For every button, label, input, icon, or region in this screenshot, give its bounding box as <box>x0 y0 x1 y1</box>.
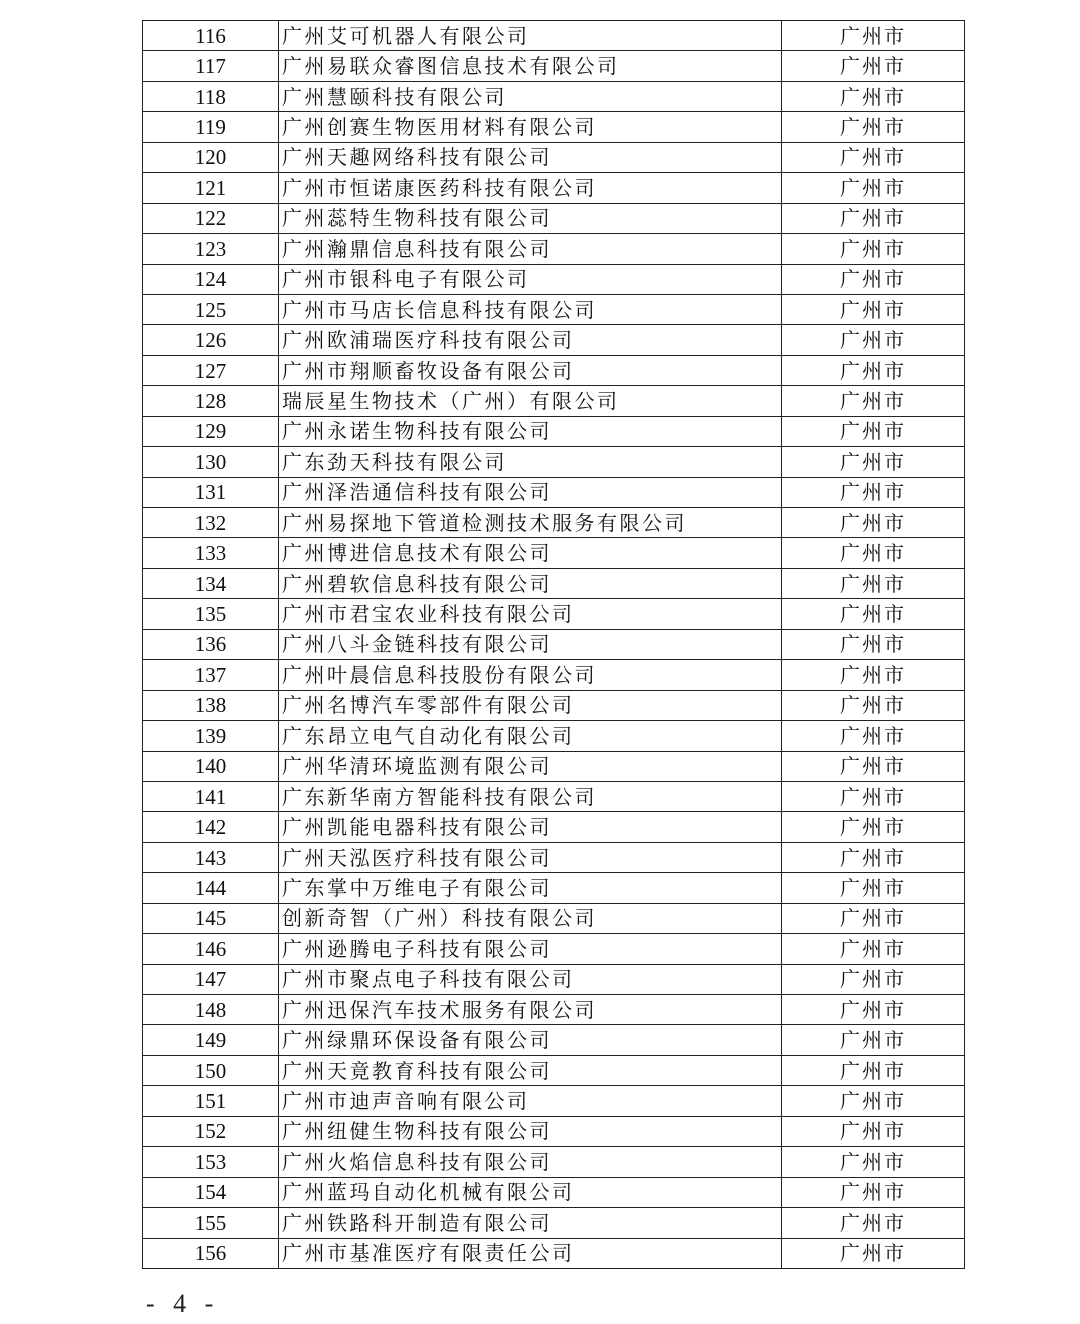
company-name-cell: 广州八斗金链科技有限公司 <box>279 629 782 659</box>
region-cell: 广州市 <box>782 203 965 233</box>
company-name-cell: 广州艾可机器人有限公司 <box>279 21 782 51</box>
company-name-cell: 广州天竟教育科技有限公司 <box>279 1055 782 1085</box>
row-number-cell: 141 <box>143 781 279 811</box>
row-number-cell: 135 <box>143 599 279 629</box>
table-row <box>143 112 965 142</box>
region-cell: 广州市 <box>782 751 965 781</box>
company-name-cell: 广州易探地下管道检测技术服务有限公司 <box>279 508 782 538</box>
company-name-cell: 广州创赛生物医用材料有限公司 <box>279 112 782 142</box>
region-cell: 广州市 <box>782 660 965 690</box>
company-name-cell: 广州纽健生物科技有限公司 <box>279 1116 782 1146</box>
region-cell: 广州市 <box>782 173 965 203</box>
region-cell: 广州市 <box>782 873 965 903</box>
region-cell: 广州市 <box>782 234 965 264</box>
table-row <box>143 1086 965 1116</box>
region-cell: 广州市 <box>782 1238 965 1268</box>
table-row <box>143 568 965 598</box>
company-name-cell: 广东新华南方智能科技有限公司 <box>279 781 782 811</box>
row-number-cell: 134 <box>143 568 279 598</box>
row-number-cell: 128 <box>143 386 279 416</box>
company-name-cell: 广东劲天科技有限公司 <box>279 447 782 477</box>
region-cell: 广州市 <box>782 51 965 81</box>
region-cell: 广州市 <box>782 112 965 142</box>
row-number-cell: 129 <box>143 416 279 446</box>
row-number-cell: 127 <box>143 355 279 385</box>
table-row <box>143 660 965 690</box>
region-cell: 广州市 <box>782 1025 965 1055</box>
company-name-cell: 广州易联众睿图信息技术有限公司 <box>279 51 782 81</box>
region-cell: 广州市 <box>782 903 965 933</box>
row-number-cell: 147 <box>143 964 279 994</box>
row-number-cell: 150 <box>143 1055 279 1085</box>
region-cell: 广州市 <box>782 1147 965 1177</box>
table-row <box>143 629 965 659</box>
region-cell: 广州市 <box>782 1086 965 1116</box>
row-number-cell: 125 <box>143 294 279 324</box>
row-number-cell: 132 <box>143 508 279 538</box>
region-cell: 广州市 <box>782 477 965 507</box>
row-number-cell: 152 <box>143 1116 279 1146</box>
table-row <box>143 21 965 51</box>
region-cell: 广州市 <box>782 629 965 659</box>
table-row <box>143 1238 965 1268</box>
region-cell: 广州市 <box>782 599 965 629</box>
region-cell: 广州市 <box>782 508 965 538</box>
table-row <box>143 1177 965 1207</box>
row-number-cell: 130 <box>143 447 279 477</box>
table-row <box>143 1147 965 1177</box>
company-name-cell: 广州天泓医疗科技有限公司 <box>279 842 782 872</box>
company-name-cell: 广州欧浦瑞医疗科技有限公司 <box>279 325 782 355</box>
company-name-cell: 广州凯能电器科技有限公司 <box>279 812 782 842</box>
row-number-cell: 116 <box>143 21 279 51</box>
company-name-cell: 广州铁路科开制造有限公司 <box>279 1208 782 1238</box>
table-row <box>143 173 965 203</box>
row-number-cell: 146 <box>143 934 279 964</box>
table-row <box>143 538 965 568</box>
row-number-cell: 119 <box>143 112 279 142</box>
table-row <box>143 903 965 933</box>
company-name-cell: 创新奇智（广州）科技有限公司 <box>279 903 782 933</box>
row-number-cell: 148 <box>143 995 279 1025</box>
row-number-cell: 145 <box>143 903 279 933</box>
table-row <box>143 1025 965 1055</box>
row-number-cell: 121 <box>143 173 279 203</box>
table-row <box>143 416 965 446</box>
company-list-table <box>142 20 965 1269</box>
region-cell: 广州市 <box>782 995 965 1025</box>
company-name-cell: 广州永诺生物科技有限公司 <box>279 416 782 446</box>
row-number-cell: 136 <box>143 629 279 659</box>
region-cell: 广州市 <box>782 325 965 355</box>
table-row <box>143 812 965 842</box>
company-name-cell: 广州名博汽车零部件有限公司 <box>279 690 782 720</box>
row-number-cell: 117 <box>143 51 279 81</box>
row-number-cell: 122 <box>143 203 279 233</box>
table-row <box>143 599 965 629</box>
row-number-cell: 144 <box>143 873 279 903</box>
row-number-cell: 143 <box>143 842 279 872</box>
row-number-cell: 142 <box>143 812 279 842</box>
table-row <box>143 386 965 416</box>
row-number-cell: 131 <box>143 477 279 507</box>
row-number-cell: 139 <box>143 721 279 751</box>
table-row <box>143 995 965 1025</box>
table-row <box>143 781 965 811</box>
region-cell: 广州市 <box>782 781 965 811</box>
table-body <box>143 21 965 1269</box>
table-row <box>143 964 965 994</box>
table-row <box>143 447 965 477</box>
row-number-cell: 149 <box>143 1025 279 1055</box>
row-number-cell: 156 <box>143 1238 279 1268</box>
region-cell: 广州市 <box>782 690 965 720</box>
table-row <box>143 842 965 872</box>
row-number-cell: 153 <box>143 1147 279 1177</box>
company-name-cell: 广州慧颐科技有限公司 <box>279 81 782 111</box>
row-number-cell: 137 <box>143 660 279 690</box>
row-number-cell: 123 <box>143 234 279 264</box>
row-number-cell: 140 <box>143 751 279 781</box>
table-row <box>143 873 965 903</box>
row-number-cell: 118 <box>143 81 279 111</box>
table-row <box>143 690 965 720</box>
region-cell: 广州市 <box>782 1177 965 1207</box>
region-cell: 广州市 <box>782 934 965 964</box>
company-name-cell: 广州市恒诺康医药科技有限公司 <box>279 173 782 203</box>
company-name-cell: 广州市迪声音响有限公司 <box>279 1086 782 1116</box>
row-number-cell: 151 <box>143 1086 279 1116</box>
company-name-cell: 广州市翔顺畜牧设备有限公司 <box>279 355 782 385</box>
region-cell: 广州市 <box>782 721 965 751</box>
company-name-cell: 广州天趣网络科技有限公司 <box>279 142 782 172</box>
table-row <box>143 81 965 111</box>
company-name-cell: 广州瀚鼎信息科技有限公司 <box>279 234 782 264</box>
region-cell: 广州市 <box>782 1116 965 1146</box>
company-name-cell: 广州市马店长信息科技有限公司 <box>279 294 782 324</box>
company-name-cell: 广州蕊特生物科技有限公司 <box>279 203 782 233</box>
company-name-cell: 广东昂立电气自动化有限公司 <box>279 721 782 751</box>
table-row <box>143 355 965 385</box>
company-name-cell: 广州碧软信息科技有限公司 <box>279 568 782 598</box>
company-name-cell: 广州逊腾电子科技有限公司 <box>279 934 782 964</box>
company-name-cell: 瑞辰星生物技术（广州）有限公司 <box>279 386 782 416</box>
table-row <box>143 477 965 507</box>
table-row <box>143 1116 965 1146</box>
row-number-cell: 124 <box>143 264 279 294</box>
company-name-cell: 广州市基准医疗有限责任公司 <box>279 1238 782 1268</box>
region-cell: 广州市 <box>782 264 965 294</box>
company-name-cell: 广州华清环境监测有限公司 <box>279 751 782 781</box>
page-number: - 4 - <box>146 1289 220 1318</box>
table-row <box>143 751 965 781</box>
company-name-cell: 广州蓝玛自动化机械有限公司 <box>279 1177 782 1207</box>
row-number-cell: 133 <box>143 538 279 568</box>
region-cell: 广州市 <box>782 81 965 111</box>
region-cell: 广州市 <box>782 386 965 416</box>
table-row <box>143 325 965 355</box>
company-name-cell: 广州叶晨信息科技股份有限公司 <box>279 660 782 690</box>
table-row <box>143 1208 965 1238</box>
region-cell: 广州市 <box>782 568 965 598</box>
table-row <box>143 142 965 172</box>
row-number-cell: 155 <box>143 1208 279 1238</box>
region-cell: 广州市 <box>782 447 965 477</box>
table-row <box>143 294 965 324</box>
region-cell: 广州市 <box>782 842 965 872</box>
table-row <box>143 1055 965 1085</box>
region-cell: 广州市 <box>782 812 965 842</box>
company-name-cell: 广州市聚点电子科技有限公司 <box>279 964 782 994</box>
company-name-cell: 广州迅保汽车技术服务有限公司 <box>279 995 782 1025</box>
row-number-cell: 138 <box>143 690 279 720</box>
row-number-cell: 120 <box>143 142 279 172</box>
row-number-cell: 126 <box>143 325 279 355</box>
company-name-cell: 广州博进信息技术有限公司 <box>279 538 782 568</box>
row-number-cell: 154 <box>143 1177 279 1207</box>
region-cell: 广州市 <box>782 355 965 385</box>
company-name-cell: 广东掌中万维电子有限公司 <box>279 873 782 903</box>
table-row <box>143 203 965 233</box>
region-cell: 广州市 <box>782 538 965 568</box>
table-row <box>143 934 965 964</box>
region-cell: 广州市 <box>782 1055 965 1085</box>
region-cell: 广州市 <box>782 142 965 172</box>
region-cell: 广州市 <box>782 416 965 446</box>
company-name-cell: 广州泽浩通信科技有限公司 <box>279 477 782 507</box>
company-name-cell: 广州市君宝农业科技有限公司 <box>279 599 782 629</box>
region-cell: 广州市 <box>782 1208 965 1238</box>
table-row <box>143 508 965 538</box>
table-row <box>143 264 965 294</box>
table-row <box>143 721 965 751</box>
company-name-cell: 广州绿鼎环保设备有限公司 <box>279 1025 782 1055</box>
region-cell: 广州市 <box>782 964 965 994</box>
table-row <box>143 51 965 81</box>
region-cell: 广州市 <box>782 21 965 51</box>
company-name-cell: 广州火焰信息科技有限公司 <box>279 1147 782 1177</box>
company-name-cell: 广州市银科电子有限公司 <box>279 264 782 294</box>
table-row <box>143 234 965 264</box>
region-cell: 广州市 <box>782 294 965 324</box>
